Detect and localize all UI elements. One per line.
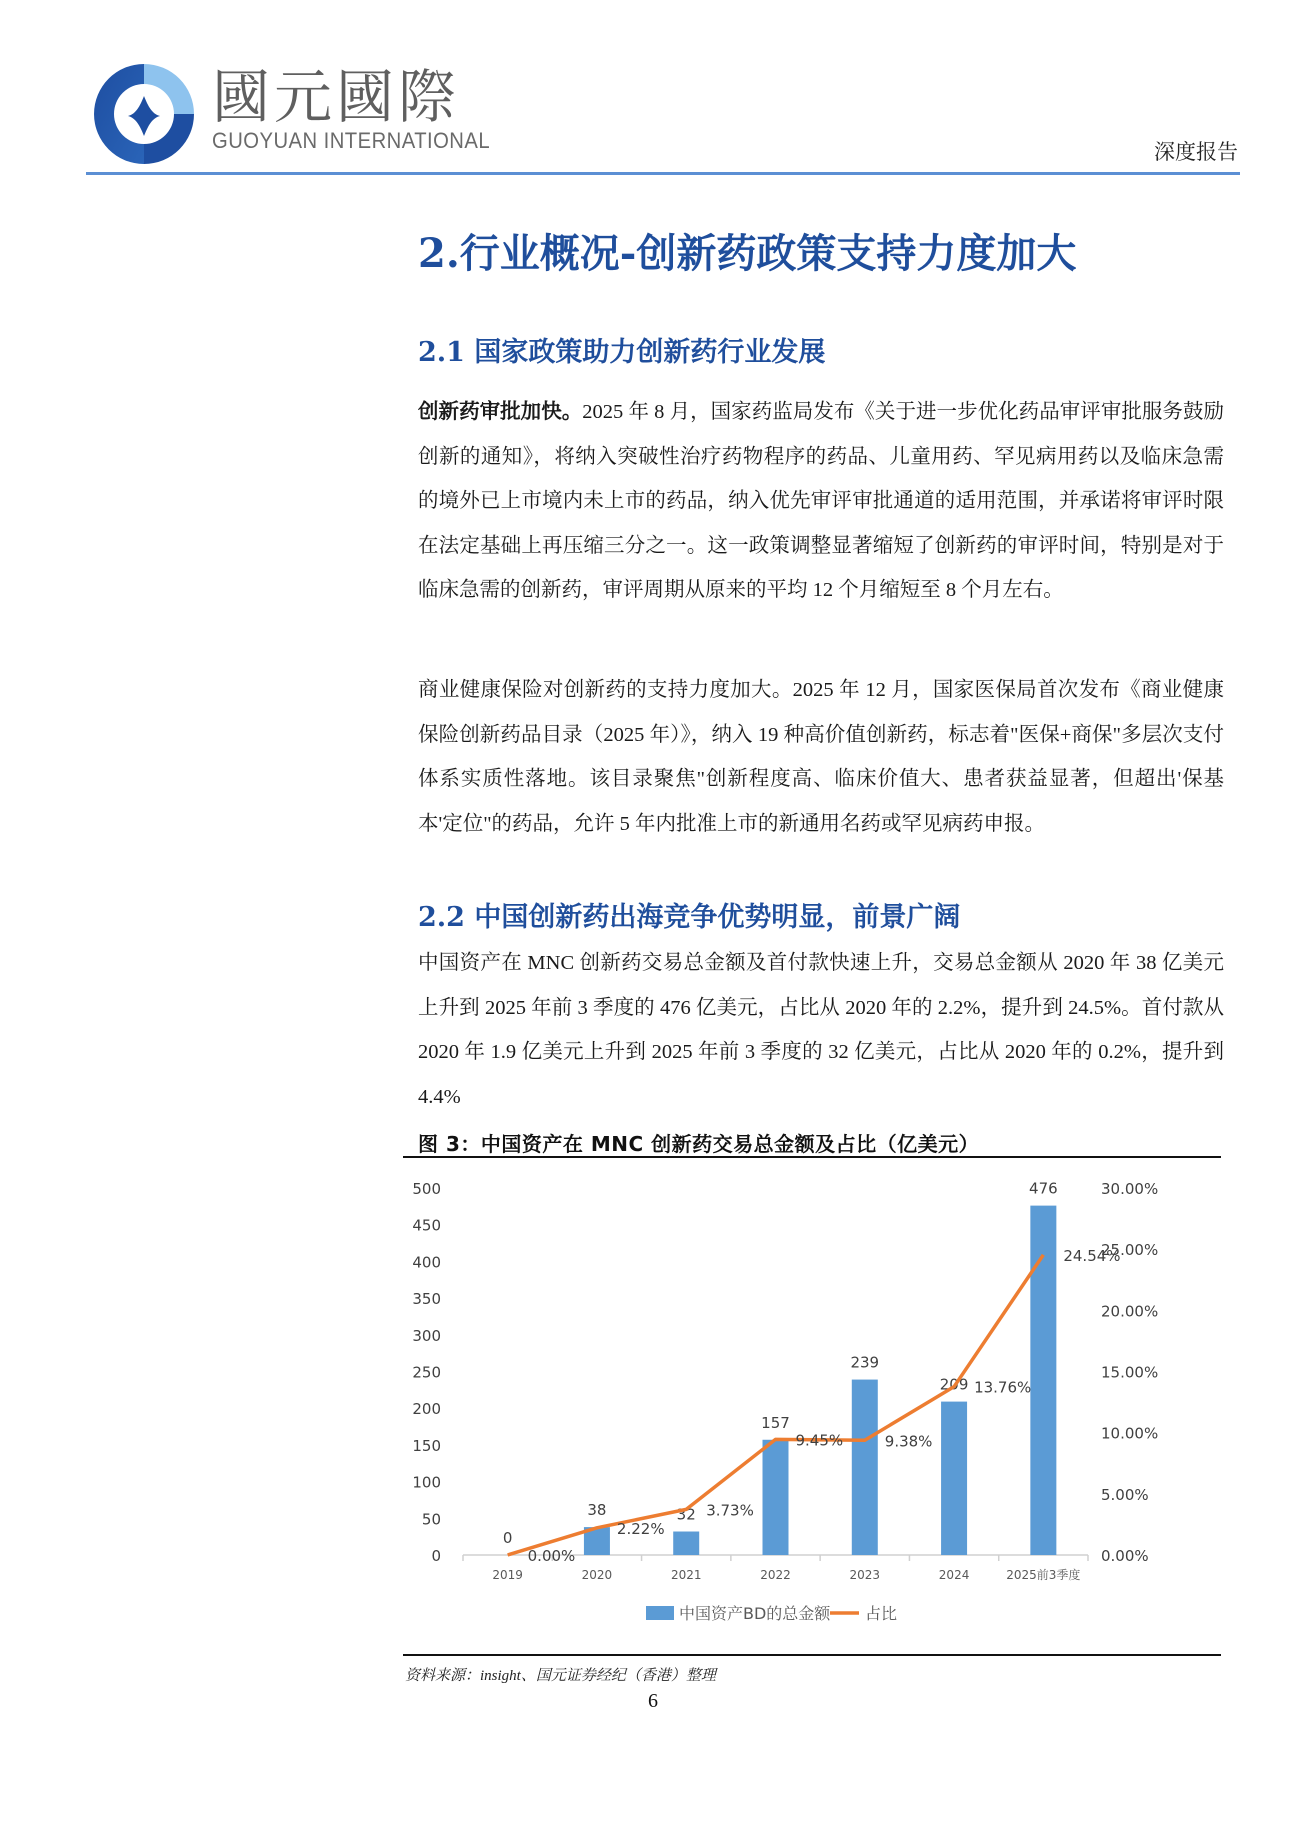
bar-2023: [852, 1380, 878, 1555]
bar-value-label: 239: [850, 1353, 880, 1372]
category-label: 2019: [492, 1568, 523, 1582]
legend-line-label: 占比: [865, 1604, 898, 1623]
bar-value-label: 209: [939, 1375, 969, 1394]
left-axis-tick: 450: [412, 1216, 441, 1235]
left-axis-tick: 100: [412, 1473, 441, 1492]
figure-title: 图 3：中国资产在 MNC 创新药交易总金额及占比（亿美元）: [418, 1132, 980, 1156]
paragraph-lead: 创新药审批加快。: [418, 401, 583, 423]
bar-2022: [763, 1440, 789, 1555]
line-value-label: 0.00%: [527, 1547, 576, 1565]
legend-bar-label: 中国资产BD的总金额: [679, 1604, 831, 1623]
figure-top-rule: [403, 1156, 1221, 1158]
left-axis-tick: 150: [412, 1436, 441, 1455]
logo-chinese-name: 國元國際: [212, 63, 461, 131]
category-label: 2022: [760, 1568, 791, 1582]
left-axis-tick: 300: [412, 1326, 441, 1345]
category-label: 2024: [938, 1568, 970, 1582]
paragraph-body: 2025 年 8 月，国家药监局发布《关于进一步优化药品审评审批服务鼓励创新的通知》，将纳入突破性治疗药物程序的药品、儿童用药、罕见病用药以及临床急需的境外已上市境内未上市的药品，纳入优先审评审批通道的适用范围，并承诺将审评时限在法定基础上再压缩三分之一。这一政策调整显著缩短了创新药的审评时间，特别是对于临床急需的创新药，审评周期从原来的平均 12 个月缩短至 8 个月左右。: [418, 401, 1225, 601]
bar-2024: [941, 1402, 967, 1555]
chart-canvas: [403, 1160, 1221, 1655]
left-axis-tick: 500: [412, 1180, 441, 1198]
line-value-label: 2.22%: [616, 1519, 665, 1538]
bar-2021: [673, 1532, 699, 1555]
bar-value-label: 476: [1029, 1179, 1058, 1198]
right-axis-tick: 15.00%: [1101, 1363, 1159, 1382]
logo-english-name: GUOYUAN INTERNATIONAL: [212, 128, 491, 153]
right-axis-tick: 20.00%: [1101, 1302, 1159, 1321]
line-value-label: 13.76%: [974, 1378, 1032, 1397]
section-title: 2.行业概况-创新药政策支持力度加大: [418, 230, 1077, 277]
subsection-title-2-2: 2.2 中国创新药出海竞争优势明显，前景广阔: [418, 902, 961, 933]
paragraph-outbound: 中国资产在 MNC 创新药交易总金额及首付款快速上升，交易总金额从 2020 年 38 亿美元上升到 2025 年前 3 季度的 476 亿美元，占比从 2020 年的 2.2%，提升到 24.5%。首付款从 2020 年 1.9 亿美元上升到 2025 年前 3 季度的 32 亿美元，占比从 2020 年的 0.2%，提升到 4.4%: [418, 952, 1224, 1108]
report-type-label: 深度报告: [1154, 140, 1238, 164]
left-axis-tick: 200: [412, 1400, 441, 1419]
right-axis-tick: 0.00%: [1101, 1547, 1149, 1565]
left-axis-tick: 50: [421, 1510, 441, 1529]
bar-value-label: 0: [502, 1529, 513, 1547]
bar-value-label: 32: [676, 1505, 696, 1524]
line-value-label: 9.45%: [795, 1431, 844, 1450]
left-axis-tick: 0: [431, 1547, 441, 1565]
header-divider: [86, 172, 1240, 175]
bar-value-label: 38: [587, 1501, 607, 1520]
right-axis-tick: 5.00%: [1101, 1485, 1149, 1504]
category-label: 2021: [670, 1568, 702, 1582]
company-logo-icon: [88, 58, 200, 170]
right-axis-tick: 10.00%: [1101, 1424, 1159, 1443]
category-label: 2025前3季度: [1006, 1568, 1081, 1582]
figure-bottom-rule: [403, 1654, 1221, 1656]
paragraph-approval: [418, 390, 1224, 613]
subsection-title-2-1: 2.1 国家政策助力创新药行业发展: [418, 337, 826, 368]
right-axis-tick: 25.00%: [1101, 1241, 1159, 1260]
category-label: 2023: [849, 1568, 881, 1582]
page-number: 6: [648, 1690, 658, 1712]
left-axis-tick: 400: [412, 1253, 441, 1272]
line-value-label: 3.73%: [706, 1501, 754, 1520]
bar-value-label: 157: [761, 1413, 790, 1432]
legend-bar-swatch: [646, 1606, 674, 1620]
line-value-label: 9.38%: [884, 1432, 933, 1451]
line-value-label: 24.54%: [1063, 1246, 1121, 1265]
paragraph-insurance: 商业健康保险对创新药的支持力度加大。2025 年 12 月，国家医保局首次发布《商业健康保险创新药品目录（2025 年）》，纳入 19 种高价值创新药，标志着"医保+商保"多层次支付体系实质性落地。该目录聚焦"创新程度高、临床价值大、患者获益显著，但超出'保基本'定位"的药品，允许 5 年内批准上市的新通用名药或罕见病药申报。: [418, 679, 1224, 835]
bar-2025前3季度: [1030, 1206, 1056, 1555]
combo-chart: [403, 1160, 1221, 1655]
category-label: 2020: [581, 1568, 613, 1582]
figure-source: 资料来源：insight、国元证券经纪（香港）整理: [405, 1668, 716, 1684]
left-axis-tick: 250: [412, 1363, 441, 1382]
right-axis-tick: 30.00%: [1101, 1180, 1159, 1198]
left-axis-tick: 350: [412, 1290, 441, 1309]
